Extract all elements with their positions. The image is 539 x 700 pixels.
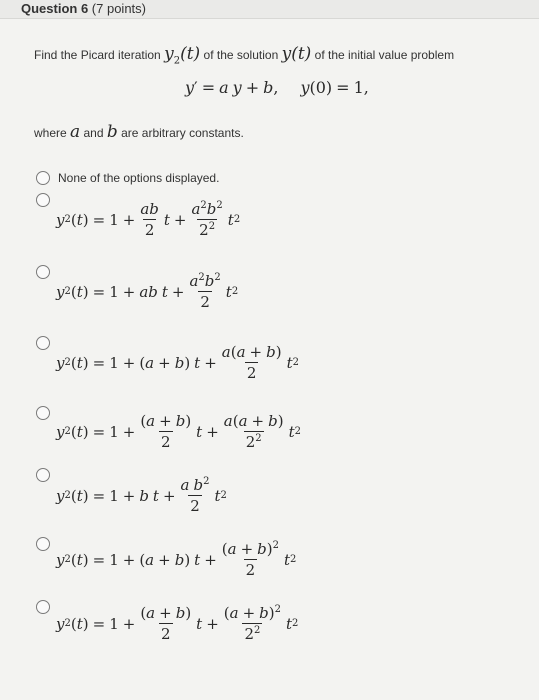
option-1-formula: y 2 ( t ) = 1 + $\frac{ab}{2}$ t + $\frac{a^2b^2}{2^2}$ t 2 bbox=[56, 200, 241, 239]
option-radio-5[interactable] bbox=[36, 468, 50, 482]
ivp-equation: y ′ = a y + b , y (0) = 1, bbox=[185, 78, 369, 97]
y2-of-t: $y_2(t)$ bbox=[164, 44, 201, 67]
where-line: where a and b are arbitrary constants. bbox=[34, 122, 244, 142]
option-7-formula: y 2 ( t ) = 1 + $\frac{(a + b)}{2}$ t + $\frac{(a + b)^2}{2^2}$ t 2 bbox=[56, 604, 299, 643]
option-radio-1[interactable] bbox=[36, 193, 50, 207]
option-radio-4[interactable] bbox=[36, 406, 50, 420]
option-radio-6[interactable] bbox=[36, 537, 50, 551]
option-radio-none[interactable] bbox=[36, 171, 50, 185]
question-title: Question 6 (7 points) bbox=[21, 1, 146, 16]
y-of-t: y(t) bbox=[281, 44, 312, 64]
option-6-formula: y 2 ( t ) = 1 + ( a + b ) t + $\frac{(a + b)^2}{2}$ t 2 bbox=[56, 540, 297, 579]
option-4-formula: y 2 ( t ) = 1 + $\frac{(a + b)}{2}$ t + $\frac{a(a + b)}{2^2}$ t 2 bbox=[56, 412, 301, 451]
option-radio-3[interactable] bbox=[36, 336, 50, 350]
option-radio-7[interactable] bbox=[36, 600, 50, 614]
option-2-formula: y 2 ( t ) = 1 + ab t + $\frac{a^2b^2}{2}$ t 2 bbox=[56, 272, 239, 311]
question-prompt: Find the Picard iteration $y_2(t)$ of the solution y(t) of the initial value problem bbox=[34, 44, 455, 67]
option-3-formula: y 2 ( t ) = 1 + ( a + b ) t + $\frac{a(a + b)}{2}$ t 2 bbox=[56, 343, 299, 382]
question-header bbox=[0, 0, 539, 19]
option-radio-2[interactable] bbox=[36, 265, 50, 279]
option-none-label: None of the options displayed. bbox=[58, 171, 220, 185]
option-5-formula: y 2 ( t ) = 1 + b t + $\frac{a b^2}{2}$ t 2 bbox=[56, 476, 227, 515]
